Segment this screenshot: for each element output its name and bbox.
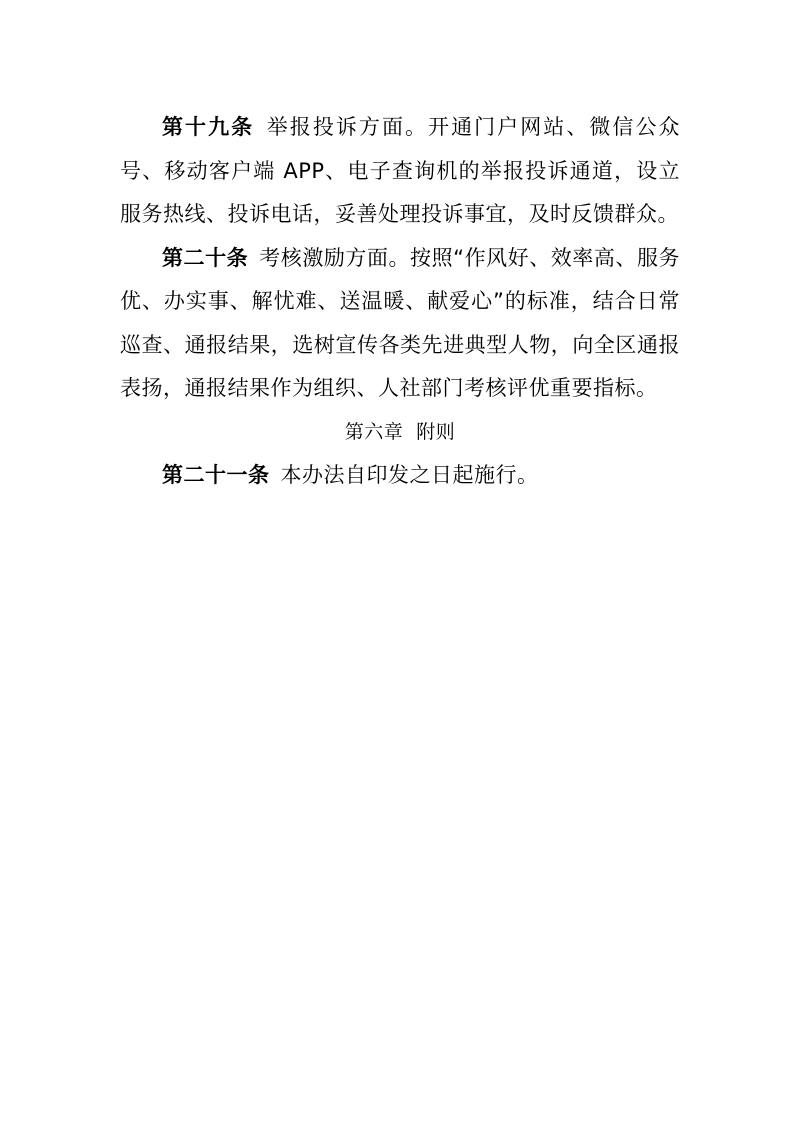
article-text: 考核激励方面。按照“作风好、效率高、服务优、办实事、解忧难、送温暖、献爱心”的标准，结合日常巡查、通报结果，选树宣传各类先进典型人物，向全区通报表扬，通报结果作为组织、人社部门考核评优重要指标。 <box>120 245 680 400</box>
article-number: 第二十一条 <box>162 463 270 487</box>
article-20 <box>120 237 680 411</box>
article-text: 本办法自印发之日起施行。 <box>280 463 539 487</box>
article-number: 第二十条 <box>162 245 249 270</box>
document-page <box>120 106 680 498</box>
article-text: 举报投诉方面。开通门户网站、微信公众号、移动客户端 APP、电子查询机的举报投诉通道，设立服务热线、投诉电话，妥善处理投诉事宜，及时反馈群众。 <box>120 115 681 226</box>
article-19 <box>120 106 680 237</box>
article-number: 第十九条 <box>162 115 255 139</box>
article-21 <box>120 454 680 498</box>
chapter-heading: 第六章 附则 <box>344 420 456 443</box>
